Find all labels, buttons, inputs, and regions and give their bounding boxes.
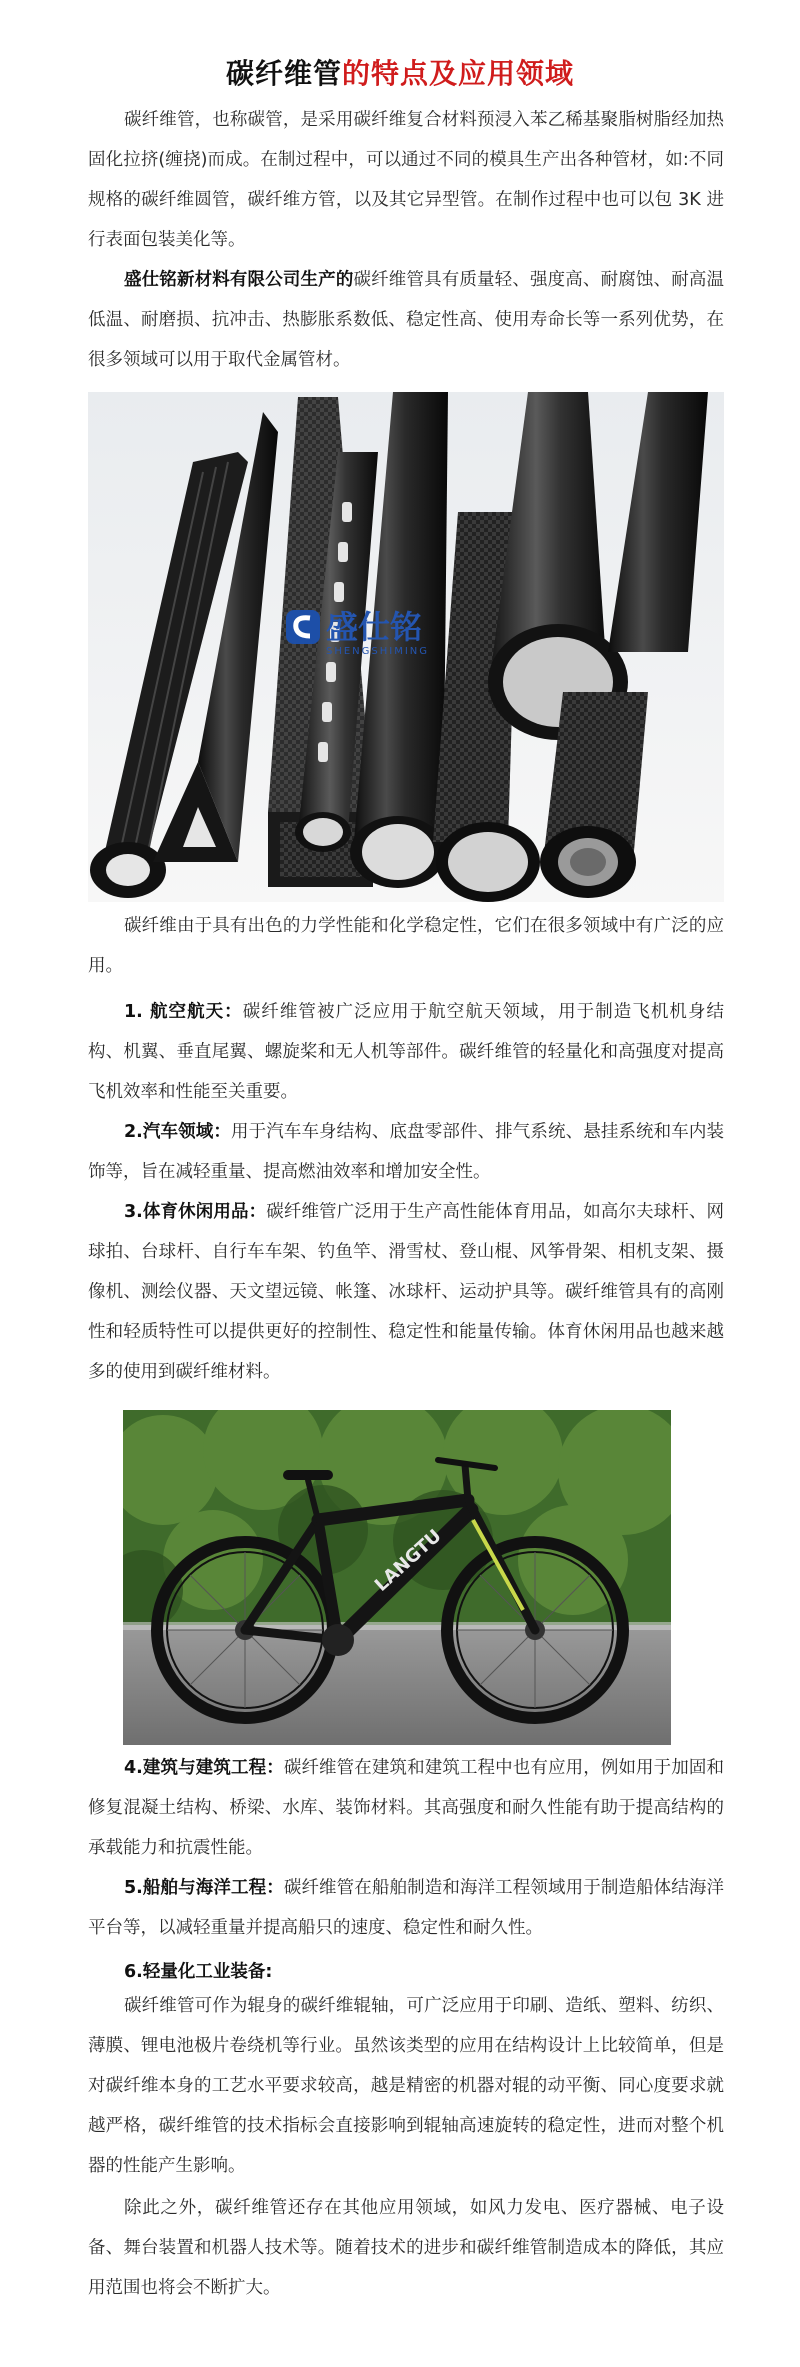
fields-intro: 碳纤维由于具有出色的力学性能和化学稳定性，它们在很多领域中有广泛的应用。 bbox=[88, 916, 724, 976]
company-name: 盛仕铭新材料有限公司生产的 bbox=[124, 270, 354, 290]
item-marine bbox=[88, 1868, 724, 1948]
page-title bbox=[0, 52, 800, 92]
logo-subtext: SHENGSHIMING bbox=[326, 646, 430, 657]
item-aerospace bbox=[88, 992, 724, 1112]
item-construction bbox=[88, 1748, 724, 1868]
logo-text: 盛仕铭 bbox=[326, 608, 423, 646]
item-sports-head: 3.体育休闲用品： bbox=[124, 1202, 267, 1222]
item-sports bbox=[88, 1192, 724, 1392]
item-aerospace-text: 碳纤维管被广泛应用于航空航天领域，用于制造飞机机身结构、机翼、垂直尾翼、螺旋桨和无人机等部件。碳纤维管的轻量化和高强度对提高飞机效率和性能至关重要。 bbox=[88, 1002, 725, 1102]
item-marine-head: 5.船舶与海洋工程： bbox=[124, 1878, 284, 1898]
closing-paragraph: 除此之外，碳纤维管还存在其他应用领域，如风力发电、医疗器械、电子设备、舞台装置和机器人技术等。随着技术的进步和碳纤维管制造成本的降低，其应用范围也将会不断扩大。 bbox=[88, 2198, 724, 2298]
title-part-1: 碳纤维管 bbox=[225, 57, 342, 90]
item-industrial-head: 6.轻量化工业装备: bbox=[124, 1962, 273, 1982]
item-automotive-head: 2.汽车领域： bbox=[124, 1122, 231, 1142]
item-sports-text: 碳纤维管广泛用于生产高性能体育用品，如高尔夫球杆、网球拍、台球杆、自行车车架、钓鱼竿、滑雪杖、登山棍、风筝骨架、相机支架、摄像机、测绘仪器、天文望远镜、帐篷、冰球杆、运动护具等。碳纤维管具有的高刚性和轻质特性可以提供更好的控制性、稳定性和能量传输。体育休闲用品也越来越多的使用到碳纤维材料。 bbox=[88, 1202, 724, 1382]
item-marine-text: 碳纤维管在船舶制造和海洋工程领域用于制造船体结海洋平台等，以减轻重量并提高船只的速度、稳定性和耐久性。 bbox=[88, 1878, 724, 1938]
item-industrial-text: 碳纤维管可作为辊身的碳纤维辊轴，可广泛应用于印刷、造纸、塑料、纺织、薄膜、锂电池极片卷绕机等行业。虽然该类型的应用在结构设计上比较简单，但是对碳纤维本身的工艺水平要求较高，越是精密的机器对辊的动平衡、同心度要求就越严格，碳纤维管的技术指标会直接影响到辊轴高速旋转的稳定性，进而对整个机器的性能产生影响。 bbox=[88, 1996, 724, 2176]
carbon-bicycle-image bbox=[123, 1410, 671, 1745]
intro-paragraph-2 bbox=[88, 260, 724, 380]
item-automotive bbox=[88, 1112, 724, 1192]
item-construction-text: 碳纤维管在建筑和建筑工程中也有应用，例如用于加固和修复混凝土结构、桥梁、水库、装饰材料。其高强度和耐久性能有助于提高结构的承载能力和抗震性能。 bbox=[88, 1758, 724, 1858]
carbon-tube-product-image bbox=[88, 392, 724, 902]
item-construction-head: 4.建筑与建筑工程： bbox=[124, 1758, 284, 1778]
title-part-2: 的特点及应用领域 bbox=[342, 57, 575, 90]
item-automotive-text: 用于汽车车身结构、底盘零部件、排气系统、悬挂系统和车内装饰等，旨在减轻重量、提高燃油效率和增加安全性。 bbox=[88, 1122, 725, 1182]
intro-paragraph-1: 碳纤维管，也称碳管，是采用碳纤维复合材料预浸入苯乙稀基聚脂树脂经加热固化拉挤(缠挠)而成。在制过程中，可以通过不同的模具生产出各种管材，如:不同规格的碳纤维圆管，碳纤维方管，以及其它异型管。在制作过程中也可以包 3K 进行表面包装美化等。 bbox=[88, 110, 724, 250]
bike-brand-text: LANGTU bbox=[370, 1525, 446, 1596]
item-aerospace-head: 1. 航空航天： bbox=[124, 1002, 243, 1022]
intro-paragraph-2-text: 碳纤维管具有质量轻、强度高、耐腐蚀、耐高温低温、耐磨损、抗冲击、热膨胀系数低、稳定性高、使用寿命长等一系列优势，在很多领域可以用于取代金属管材。 bbox=[88, 270, 724, 370]
